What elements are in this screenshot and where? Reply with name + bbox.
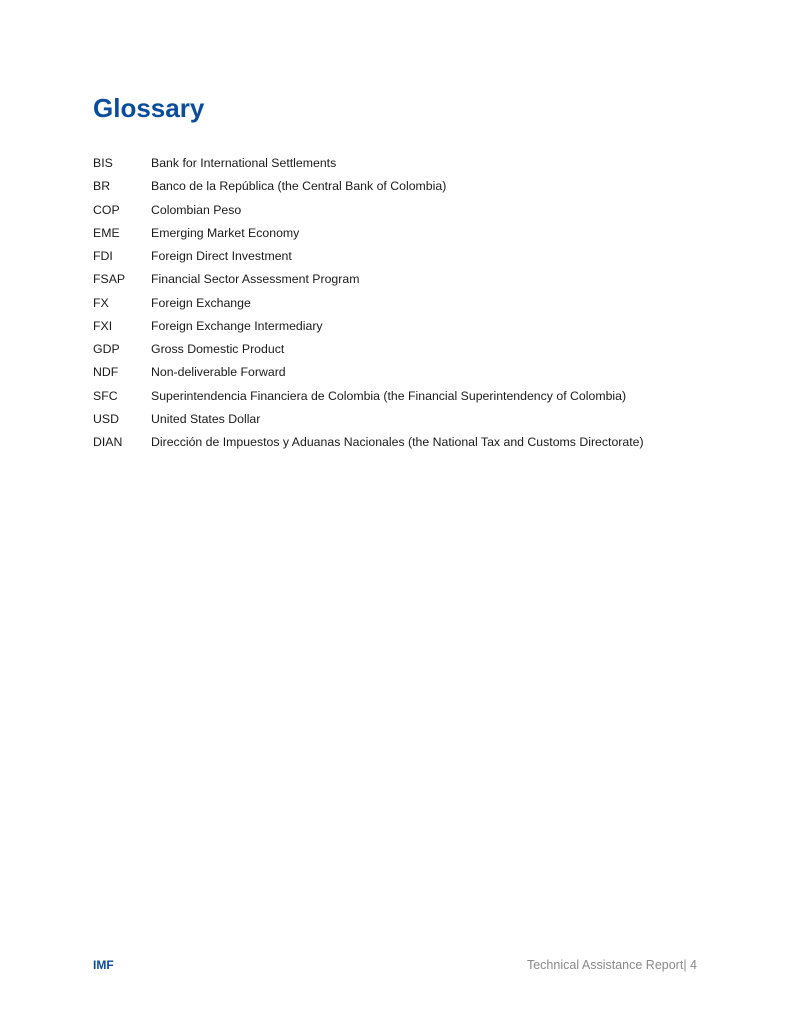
glossary-definition: United States Dollar [151, 411, 261, 426]
glossary-abbreviation: FXI [93, 318, 113, 333]
glossary-definition: Non-deliverable Forward [151, 365, 286, 380]
glossary-abbreviation: USD [93, 411, 119, 426]
glossary-entry [93, 245, 733, 268]
imf-footer-label: IMF [93, 958, 114, 972]
glossary-entry [93, 292, 733, 315]
glossary-entry [93, 385, 733, 408]
glossary-entry [93, 268, 733, 291]
glossary-entry [93, 152, 733, 175]
glossary-abbreviation: BR [93, 179, 111, 194]
glossary-entry [93, 175, 733, 198]
glossary-definition: Bank for International Settlements [151, 156, 337, 171]
glossary-definition: Foreign Direct Investment [151, 249, 292, 264]
glossary-list [93, 152, 733, 454]
glossary-definition: Gross Domestic Product [151, 342, 285, 357]
glossary-definition: Foreign Exchange [151, 295, 251, 310]
glossary-entry [93, 222, 733, 245]
glossary-entry [93, 199, 733, 222]
glossary-abbreviation: FDI [93, 249, 113, 264]
page-title: Glossary [93, 93, 205, 123]
glossary-abbreviation: FX [93, 295, 109, 310]
glossary-entry [93, 315, 733, 338]
glossary-entry [93, 338, 733, 361]
glossary-definition: Dirección de Impuestos y Aduanas Nacionales (the National Tax and Customs Directorate) [151, 435, 644, 450]
glossary-abbreviation: COP [93, 202, 120, 217]
glossary-abbreviation: BIS [93, 156, 113, 171]
footer-report-label: Technical Assistance Report| 4 [526, 958, 697, 972]
glossary-abbreviation: NDF [93, 365, 119, 380]
glossary-definition: Superintendencia Financiera de Colombia (the Financial Superintendency of Colombia) [151, 388, 627, 403]
glossary-definition: Financial Sector Assessment Program [151, 272, 360, 287]
glossary-entry [93, 408, 733, 431]
glossary-abbreviation: GDP [93, 342, 120, 357]
glossary-abbreviation: EME [93, 225, 120, 240]
glossary-entry [93, 361, 733, 384]
glossary-definition: Banco de la República (the Central Bank of Colombia) [151, 179, 447, 194]
glossary-abbreviation: FSAP [93, 272, 126, 287]
glossary-definition: Emerging Market Economy [151, 225, 300, 240]
glossary-entry [93, 431, 733, 454]
glossary-abbreviation: SFC [93, 388, 118, 403]
glossary-definition: Colombian Peso [151, 202, 242, 217]
glossary-abbreviation: DIAN [93, 435, 123, 450]
glossary-definition: Foreign Exchange Intermediary [151, 318, 323, 333]
